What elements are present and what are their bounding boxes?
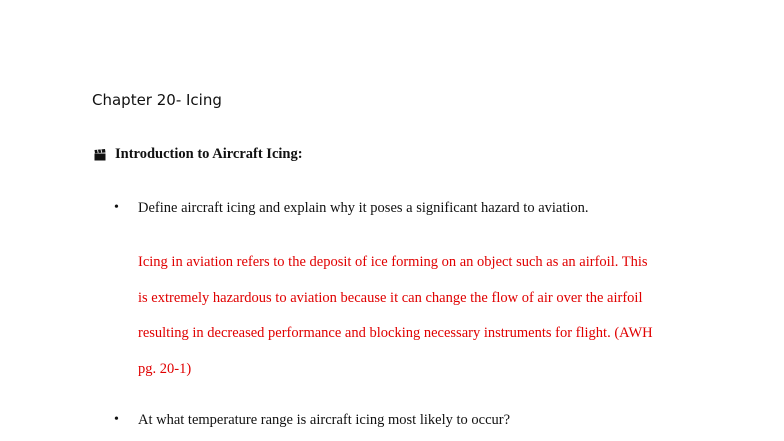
bullet-marker: • xyxy=(114,200,119,215)
answer-line: is extremely hazardous to aviation because it can change the flow of air over the airfoil xyxy=(138,289,643,306)
answer-line: pg. 20-1) xyxy=(138,360,192,377)
chapter-title: Chapter 20- Icing xyxy=(92,91,222,109)
question-text: Define aircraft icing and explain why it poses a significant hazard to aviation. xyxy=(138,200,589,216)
answer-line: resulting in decreased performance and blocking necessary instruments for flight. (AWH xyxy=(138,325,653,341)
answer-text xyxy=(138,252,698,394)
answer-line: Icing in aviation refers to the deposit of ice forming on an object such as an airfoil. This xyxy=(138,254,648,270)
question-text: At what temperature range is aircraft icing most likely to occur? xyxy=(138,412,511,428)
list-item xyxy=(114,412,510,429)
section-heading xyxy=(94,146,303,163)
section-heading-text: Introduction to Aircraft Icing: xyxy=(115,146,303,162)
bullet-marker: • xyxy=(114,412,119,427)
list-item xyxy=(114,200,589,217)
clapperboard-icon xyxy=(94,149,106,161)
